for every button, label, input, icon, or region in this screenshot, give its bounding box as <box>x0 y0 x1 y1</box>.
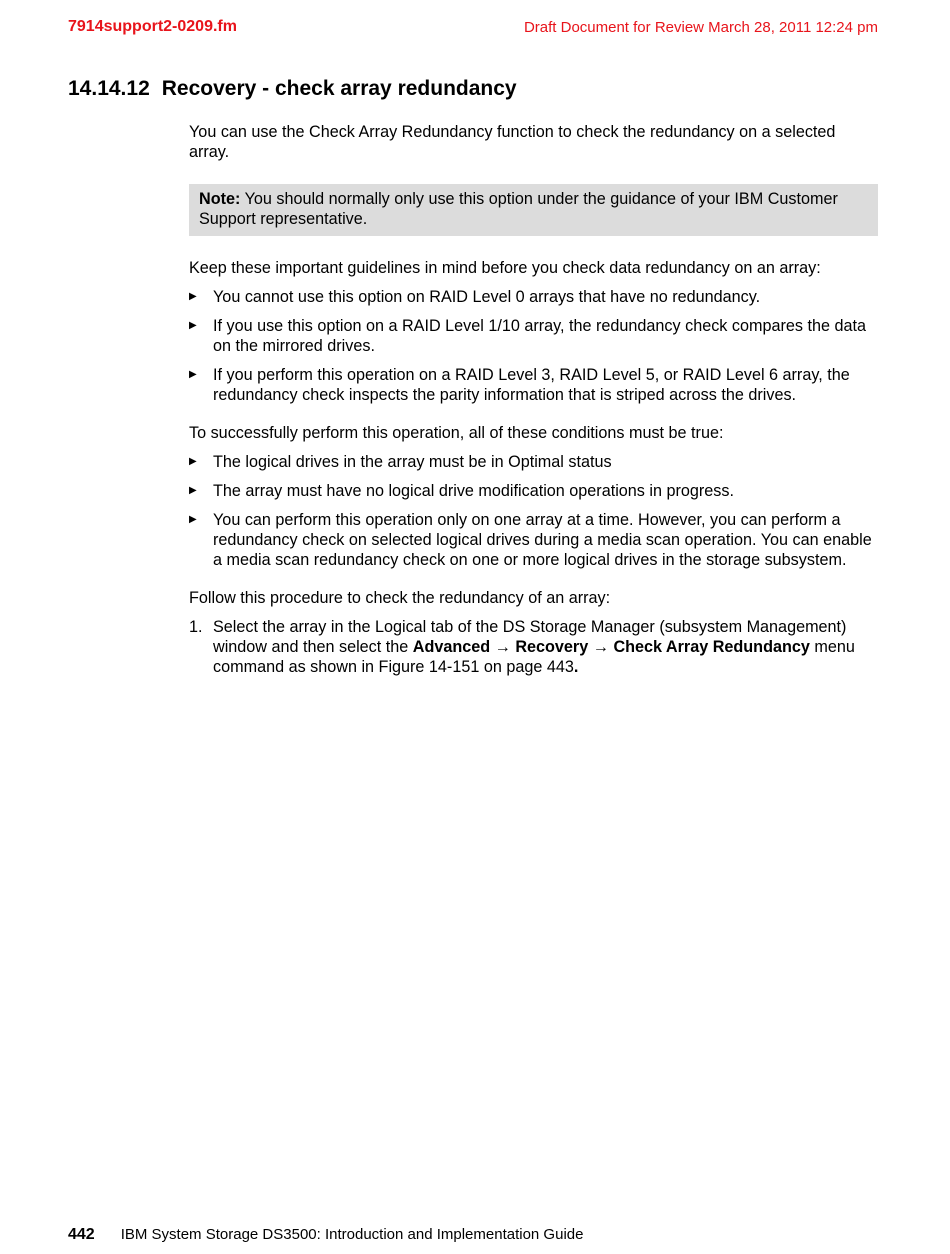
list-item <box>189 287 878 307</box>
step-text-start: Select the array in the Logical tab of the DS Storage Manager (subsystem Management) window and then select the <box>213 618 847 656</box>
procedure-lead: Follow this procedure to check the redundancy of an array: <box>189 589 611 607</box>
guidelines-list <box>189 287 878 405</box>
procedure-step <box>189 617 878 677</box>
step-text-end: menu command as shown in Figure 14-151 on page 443 <box>213 638 855 676</box>
page-number: 442 <box>68 1226 95 1243</box>
menu-arrow-icon: → <box>588 638 614 656</box>
list-item-text: If you perform this operation on a RAID Level 3, RAID Level 5, or RAID Level 6 array, the redundancy check inspects the parity information that is striped across the drives. <box>213 366 850 404</box>
intro-paragraph: You can use the Check Array Redundancy function to check the redundancy on a selected array. <box>189 123 836 161</box>
section-number: 14.14.12 <box>68 77 150 100</box>
bullet-icon: ▶ <box>189 369 197 380</box>
menu-arrow-icon: → <box>490 638 516 656</box>
note-text: You should normally only use this option under the guidance of your IBM Customer Support representative. <box>199 190 838 228</box>
list-item <box>189 365 878 405</box>
step-number: 1. <box>189 618 203 636</box>
bullet-icon: ▶ <box>189 456 197 467</box>
menu-recovery: Recovery <box>515 638 589 656</box>
bullet-icon: ▶ <box>189 485 197 496</box>
bullet-icon: ▶ <box>189 320 197 331</box>
note-box <box>189 184 878 236</box>
list-item <box>189 481 878 501</box>
bullet-icon: ▶ <box>189 291 197 302</box>
conditions-lead: To successfully perform this operation, all of these conditions must be true: <box>189 424 724 442</box>
list-item-text: You cannot use this option on RAID Level 0 arrays that have no redundancy. <box>213 288 761 306</box>
menu-advanced: Advanced <box>412 638 491 656</box>
section-title: Recovery - check array redundancy <box>161 77 517 100</box>
list-item-text: If you use this option on a RAID Level 1/10 array, the redundancy check compares the data on the mirrored drives. <box>213 317 866 355</box>
list-item-text: You can perform this operation only on one array at a time. However, you can perform a redundancy check on selected logical drives during a media scan operation. You can enable a media scan redundancy check on one or more logical drives in the storage subsystem. <box>213 511 872 569</box>
list-item-text: The array must have no logical drive modification operations in progress. <box>213 482 734 500</box>
section-heading <box>68 77 517 101</box>
header-filename: 7914support2-0209.fm <box>68 18 237 35</box>
body-content <box>189 122 878 677</box>
list-item <box>189 510 878 570</box>
bullet-icon: ▶ <box>189 514 197 525</box>
conditions-list <box>189 452 878 570</box>
list-item-text: The logical drives in the array must be in Optimal status <box>213 453 612 471</box>
list-item <box>189 316 878 356</box>
page-footer <box>68 1226 583 1244</box>
book-title: IBM System Storage DS3500: Introduction and Implementation Guide <box>120 1226 584 1243</box>
menu-check-array-redundancy: Check Array Redundancy <box>613 638 810 656</box>
header-draft-notice: Draft Document for Review March 28, 2011 12:24 pm <box>523 19 878 36</box>
note-label: Note: <box>199 190 241 208</box>
list-item <box>189 452 878 472</box>
guidelines-lead: Keep these important guidelines in mind before you check data redundancy on an array: <box>189 259 821 277</box>
step-period: . <box>573 658 579 676</box>
procedure-steps <box>189 617 878 677</box>
